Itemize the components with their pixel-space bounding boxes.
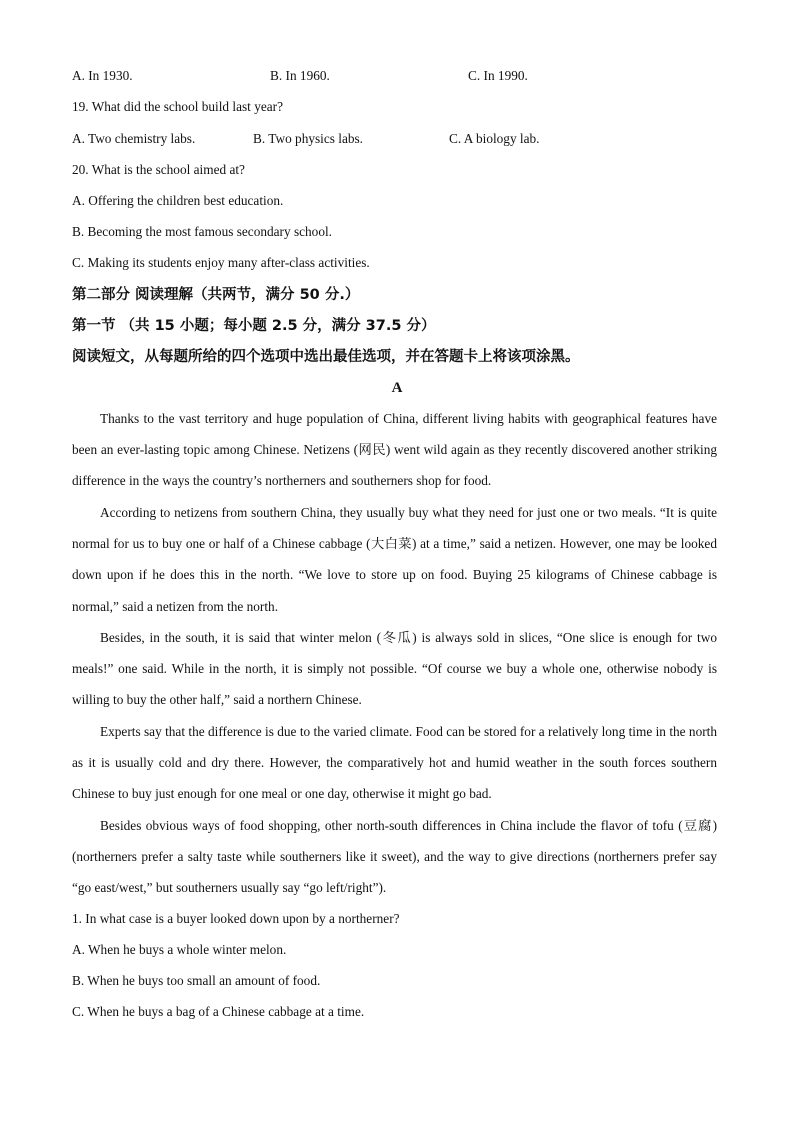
q1-question: 1. In what case is a buyer looked down upon by a northerner?: [72, 911, 400, 926]
passage-paragraph-5: Besides obvious ways of food shopping, other north-south differences in China include the flavor of tofu (豆腐) (northerners prefer a salty taste while southerners like it sweet), and the way to give directions (northerners prefer say “go east/west,” but southerners usually say “go left/right”).: [72, 818, 717, 896]
q20-option-c[interactable]: C. Making its students enjoy many after-class activities.: [72, 255, 370, 270]
section-subtitle: 第一节 （共 15 小题；每小题 2.5 分，满分 37.5 分）: [72, 318, 436, 334]
q18-option-b[interactable]: B. In 1960.: [270, 68, 330, 83]
q1-option-b[interactable]: B. When he buys too small an amount of food.: [72, 973, 321, 988]
q19-option-c[interactable]: C. A biology lab.: [449, 131, 540, 146]
q19-question: 19. What did the school build last year?: [72, 99, 283, 114]
q20-option-a[interactable]: A. Offering the children best education.: [72, 193, 284, 208]
q18-option-c[interactable]: C. In 1990.: [468, 68, 528, 83]
q20-question: 20. What is the school aimed at?: [72, 162, 245, 177]
passage-paragraph-2: According to netizens from southern China, they usually buy what they need for just one or two meals. “It is quite normal for us to buy one or half of a Chinese cabbage (大白菜) at a time,” said a netizen. However, one may be looked down upon if he does this in the north. “We love to store up on food. Buying 25 kilograms of Chinese cabbage is normal,” said a netizen from the north.: [72, 505, 717, 614]
q18-option-a[interactable]: A. In 1930.: [72, 68, 133, 83]
q19-options: [72, 130, 732, 148]
q19-option-b[interactable]: B. Two physics labs.: [253, 131, 364, 146]
part-title: 第二部分 阅读理解（共两节，满分 50 分.）: [72, 287, 360, 303]
q18-options: [72, 67, 732, 85]
q19-option-a[interactable]: A. Two chemistry labs.: [72, 131, 196, 146]
q1-option-a[interactable]: A. When he buys a whole winter melon.: [72, 942, 287, 957]
passage-paragraph-1: Thanks to the vast territory and huge population of China, different living habits with geographical features have been an ever-lasting topic among Chinese. Netizens (网民) went wild again as they recently discovered another striking difference in the ways the country’s northerners and southerners shop for food.: [72, 411, 717, 489]
q1-option-c[interactable]: C. When he buys a bag of a Chinese cabbage at a time.: [72, 1004, 365, 1019]
section-instruction: 阅读短文，从每题所给的四个选项中选出最佳选项，并在答题卡上将该项涂黑。: [72, 349, 580, 365]
passage-title: A: [391, 380, 403, 396]
passage-paragraph-4: Experts say that the difference is due to the varied climate. Food can be stored for a relatively long time in the north as it is usually cold and dry there. However, the comparatively hot and humid weather in the south forces southern Chinese to buy just enough for one meal or one day, otherwise it might go bad.: [72, 724, 717, 802]
q20-option-b[interactable]: B. Becoming the most famous secondary school.: [72, 224, 332, 239]
passage-paragraph-3: Besides, in the south, it is said that winter melon (冬瓜) is always sold in slices, “One slice is enough for two meals!” one said. While in the north, it is simply not possible. “Of course we buy a whole one, otherwise nobody is willing to buy the other half,” said a northern Chinese.: [72, 630, 717, 708]
